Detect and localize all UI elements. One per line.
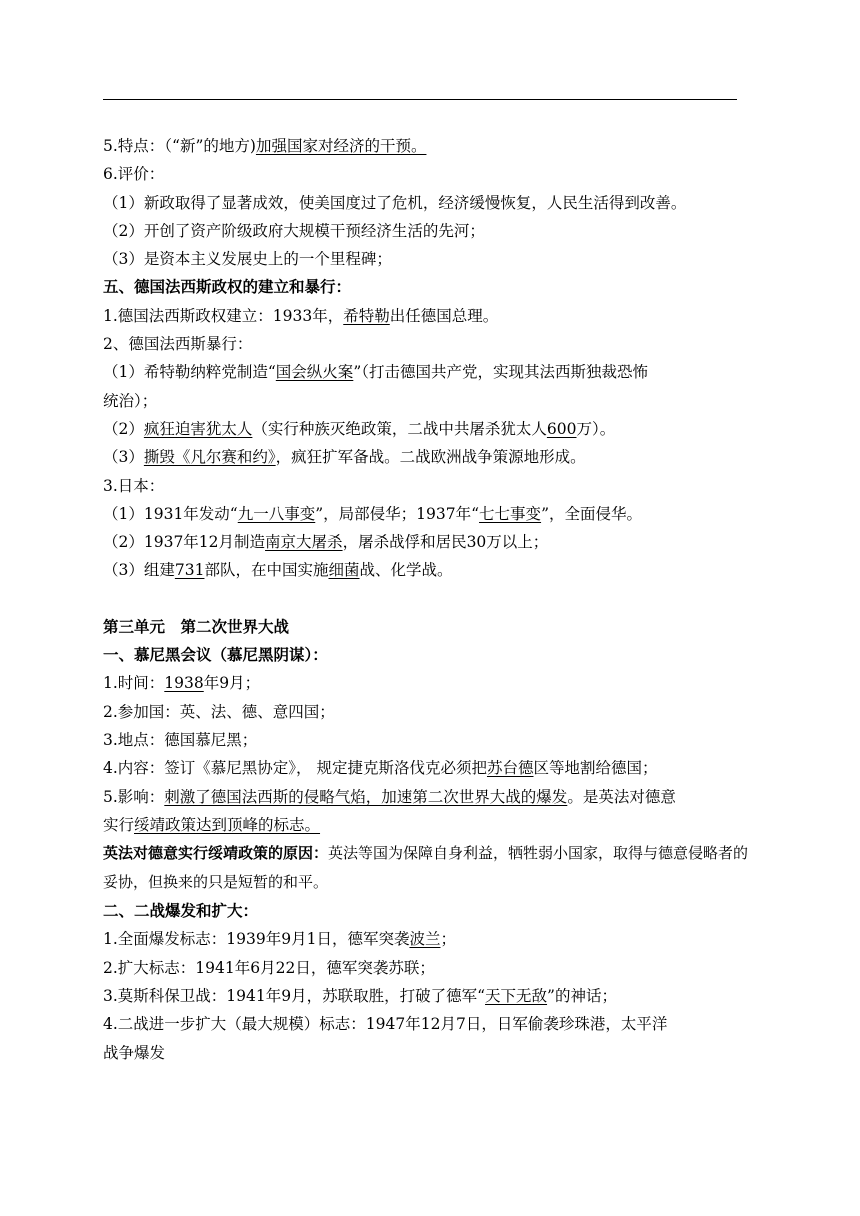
munich-participants: 2.参加国：英、法、德、意四国； [103,702,335,721]
japan-item-3: （3）组建731部队，在中国实施细菌战、化学战。 [103,561,453,580]
war-item-1: 1.全面爆发标志：1939年9月1日，德军突袭波兰； [103,930,456,949]
munich-time: 1.时间：1938年9月； [103,674,261,693]
spacer [103,585,753,613]
section-heading-munich: 一、慕尼黑会议（慕尼黑阴谋）： [103,645,328,665]
evaluation-item-2: （2）开创了资产阶级政府大规模干预经济生活的先河； [103,221,485,240]
atrocities-heading: 2、德国法西斯暴行： [103,335,253,354]
atrocity-item-3: （3）撕毁《凡尔赛和约》，疯狂扩军备战。二战欧洲战争策源地形成。 [103,448,586,467]
munich-impact: 5.影响：刺激了德国法西斯的侵略气焰，加速第二次世界大战的爆发。是英法对德意 [103,787,676,806]
evaluation-item-1: （1）新政取得了显著成效，使美国度过了危机，经济缓慢恢复，人民生活得到改善。 [103,193,687,212]
section-heading-five: 五、德国法西斯政权的建立和暴行： [103,277,352,297]
feature-line: 5.特点：（“新”的地方)加强国家对经济的干预。 [103,137,427,155]
document-body [103,132,753,1067]
munich-content: 4.内容：签订《慕尼黑协定》， 规定捷克斯洛伐克必须把苏台德区等地割给德国； [103,759,658,778]
unit-title: 第三单元 第二次世界大战 [103,616,290,636]
evaluation-item-3: （3）是资本主义发展史上的一个里程碑； [103,250,392,269]
war-item-2: 2.扩大标志：1941年6月22日，德军突袭苏联； [103,958,435,977]
japan-item-1: （1）1931年发动“九一八事变”，局部侵华；1937年“七七事变”，全面侵华。 [103,504,642,523]
nazi-regime-line: 1.德国法西斯政权建立：1933年，希特勒出任德国总理。 [103,306,499,325]
atrocity-item-1-cont: 统治）； [103,391,158,410]
japan-heading: 3.日本： [103,476,165,495]
war-item-4: 4.二战进一步扩大（最大规模）标志：1947年12月7日，日军偷袭珍珠港，太平洋 [103,1015,668,1034]
atrocity-item-1: （1）希特勒纳粹党制造“国会纵火案”（打击德国共产党，实现其法西斯独裁恐怖 [103,363,648,382]
header-rule [103,99,737,100]
war-item-3: 3.莫斯科保卫战：1941年9月，苏联取胜，打破了德军“天下无敌”的神话； [103,987,617,1006]
appeasement-reason: 英法对德意实行绥靖政策的原因：英法等国为保障自身利益，牺牲弱小国家，取得与德意侵略者的妥协，但换来的只是短暂的和平。 [103,844,749,892]
atrocity-item-2: （2）疯狂迫害犹太人（实行种族灭绝政策，二战中共屠杀犹太人600万）。 [103,419,616,438]
evaluation-heading: 6.评价： [103,165,165,184]
munich-impact-cont: 实行绥靖政策达到顶峰的标志。 [103,815,321,834]
section-heading-war: 二、二战爆发和扩大： [103,901,259,921]
war-item-4-cont: 战争爆发 [103,1043,166,1062]
japan-item-2: （2）1937年12月制造南京大屠杀，屠杀战俘和居民30万以上； [103,533,549,552]
munich-location: 3.地点：德国慕尼黑； [103,730,258,749]
